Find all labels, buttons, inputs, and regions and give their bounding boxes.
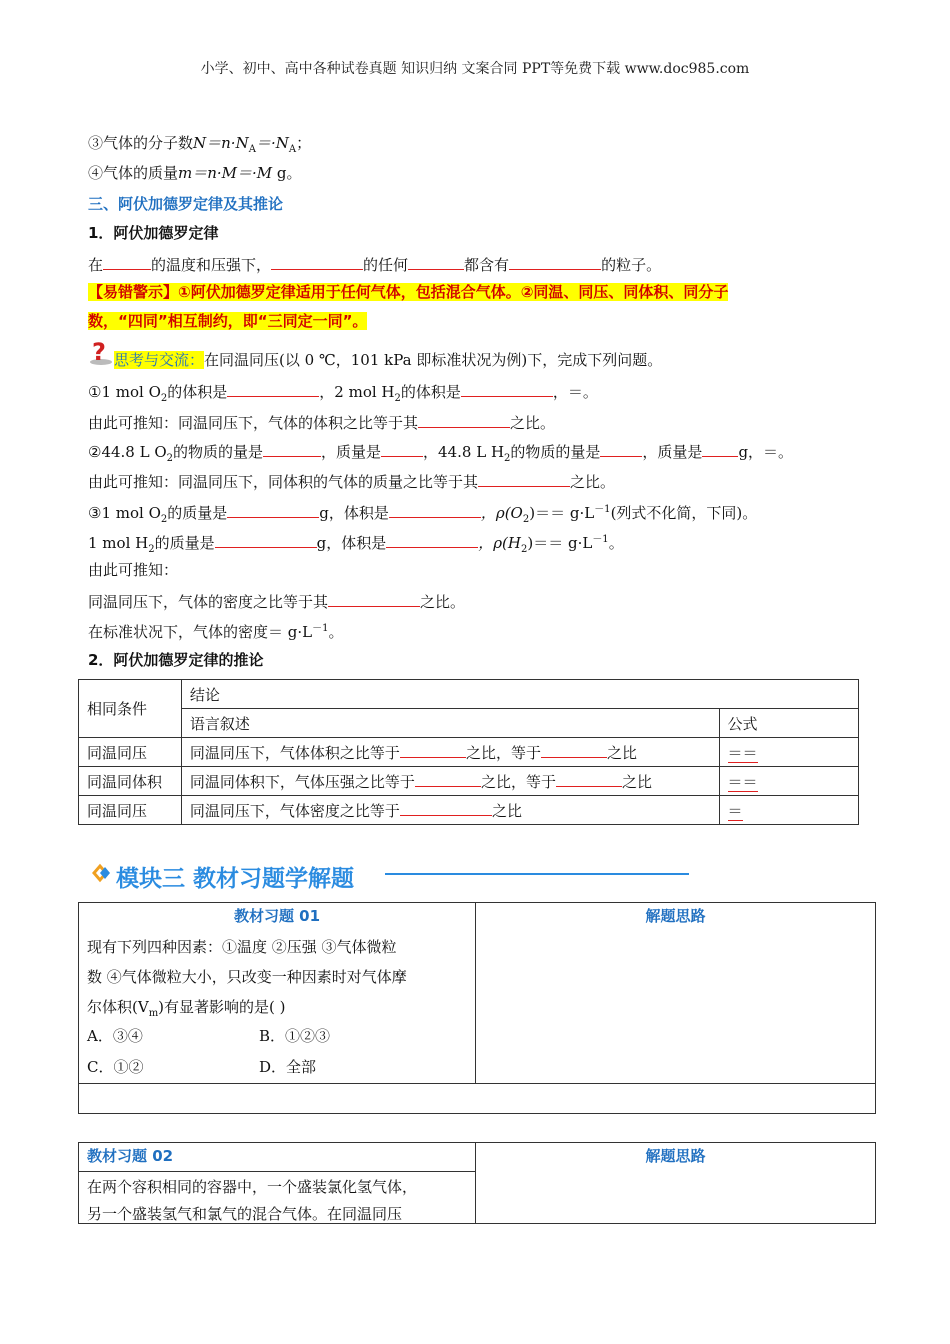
warning-line-2: 数，“四同”相互制约，即“三同定一同”。 bbox=[88, 312, 368, 330]
page-header: 小学、初中、高中各种试卷真题 知识归纳 文案合同 PPT等免费下载 www.doc985.com bbox=[200, 61, 750, 77]
header-condition: 相同条件 bbox=[79, 680, 182, 738]
exercise-1-solution-title: 解题思路 bbox=[645, 907, 706, 925]
exercise-1-box bbox=[78, 902, 876, 1114]
think-discuss: 思考与交流：在同温同压(以 0 ℃，101 kPa 即标准状况为例)下，完成下列问题。 bbox=[114, 351, 663, 369]
header-language: 语言叙述 bbox=[181, 709, 719, 738]
inference-5: 在标准状况下，气体的密度＝ $g\cdot L^{-1}$。 bbox=[88, 623, 344, 641]
module-divider bbox=[385, 873, 689, 875]
table-row: 同温同体积 同温同体积下，气体压强之比等于 之比，等于 之比 ＝＝ bbox=[79, 767, 859, 796]
inference-4: 同温同压下，气体的密度之比等于其 之比。 bbox=[88, 590, 465, 612]
exercise-1-text-1: 现有下列四种因素：①温度 ②压强 ③气体微粒 bbox=[87, 938, 397, 956]
exercise-1-text-3: 尔体积$(V_m)$有显著影响的是( ) bbox=[87, 998, 286, 1019]
subsection-title-2: 2．阿伏加德罗定律的推论 bbox=[88, 651, 264, 669]
exercise-1-text-2: 数 ④气体微粒大小，只改变一种因素时对气体摩 bbox=[87, 968, 407, 986]
question-1: ①1 mol $O_2$的体积是 ，2 mol $H_2$的体积是 ，＝。 bbox=[88, 380, 598, 409]
table-row: 同温同压 同温同压下，气体密度之比等于 之比 ＝ bbox=[79, 796, 859, 825]
law-sentence: 在 的温度和压强下， 的任何 都含有 的粒子。 bbox=[88, 253, 661, 275]
exercise-2-text-2: 另一个盛装氢气和氯气的混合气体。在同温同压 bbox=[87, 1205, 403, 1223]
option-a: A．③④ bbox=[87, 1027, 143, 1045]
header-conclusion: 结论 bbox=[181, 680, 858, 709]
line-molecule-count: ③气体的分子数$N=n\cdot N_A=\cdot N_A$； bbox=[88, 134, 312, 155]
exercise-1-title: 教材习题 01 bbox=[233, 907, 321, 925]
module-title: 模块三 教材习题学解题 bbox=[116, 866, 355, 892]
exercise-2-text-1: 在两个容积相同的容器中，一个盛装氯化氢气体， bbox=[87, 1178, 418, 1196]
subsection-title-1: 1．阿伏加德罗定律 bbox=[88, 224, 219, 242]
exercise-2-solution-title: 解题思路 bbox=[645, 1147, 706, 1165]
question-4: 1 mol $H_2$的质量是 g，体积是 ，$\rho(H_2)== g\cdot L^{-1}$。 bbox=[88, 530, 624, 560]
option-c: C．①② bbox=[87, 1058, 144, 1076]
option-d: D．全部 bbox=[259, 1058, 317, 1076]
table-row: 同温同压 同温同压下，气体体积之比等于 之比，等于 之比 ＝＝ bbox=[79, 738, 859, 767]
inference-3: 由此可推知： bbox=[88, 561, 179, 579]
inference-1: 由此可推知：同温同压下，气体的体积之比等于其 之比。 bbox=[88, 411, 555, 433]
question-mark-icon bbox=[88, 338, 114, 370]
avogadro-corollary-table bbox=[78, 679, 859, 825]
exercise-2-box bbox=[78, 1142, 876, 1224]
header-formula: 公式 bbox=[719, 709, 858, 738]
line-gas-mass: ④气体的质量m＝n·M＝·M g。 bbox=[88, 164, 302, 182]
exercise-2-title: 教材习题 02 bbox=[87, 1147, 174, 1165]
question-3: ③1 mol $O_2$的质量是 g，体积是 ，$\rho(O_2)== g\cdot L^{-1}$(列式不化简，下同)。 bbox=[88, 500, 757, 530]
svg-text:?: ? bbox=[92, 338, 106, 366]
question-2: ②44.8 L $O_2$的物质的量是 ，质量是 ，44.8 L $H_2$的物质的量是 ，质量是 g，＝。 bbox=[88, 440, 793, 469]
section-title-3: 三、阿伏加德罗定律及其推论 bbox=[88, 195, 284, 213]
option-b: B．①②③ bbox=[259, 1027, 331, 1045]
warning-line-1: 【易错警示】①阿伏加德罗定律适用于任何气体，包括混合气体。②同温、同压、同体积、同分子 bbox=[88, 283, 729, 301]
inference-2: 由此可推知：同温同压下，同体积的气体的质量之比等于其 之比。 bbox=[88, 470, 615, 492]
diamond-icon bbox=[88, 862, 112, 888]
